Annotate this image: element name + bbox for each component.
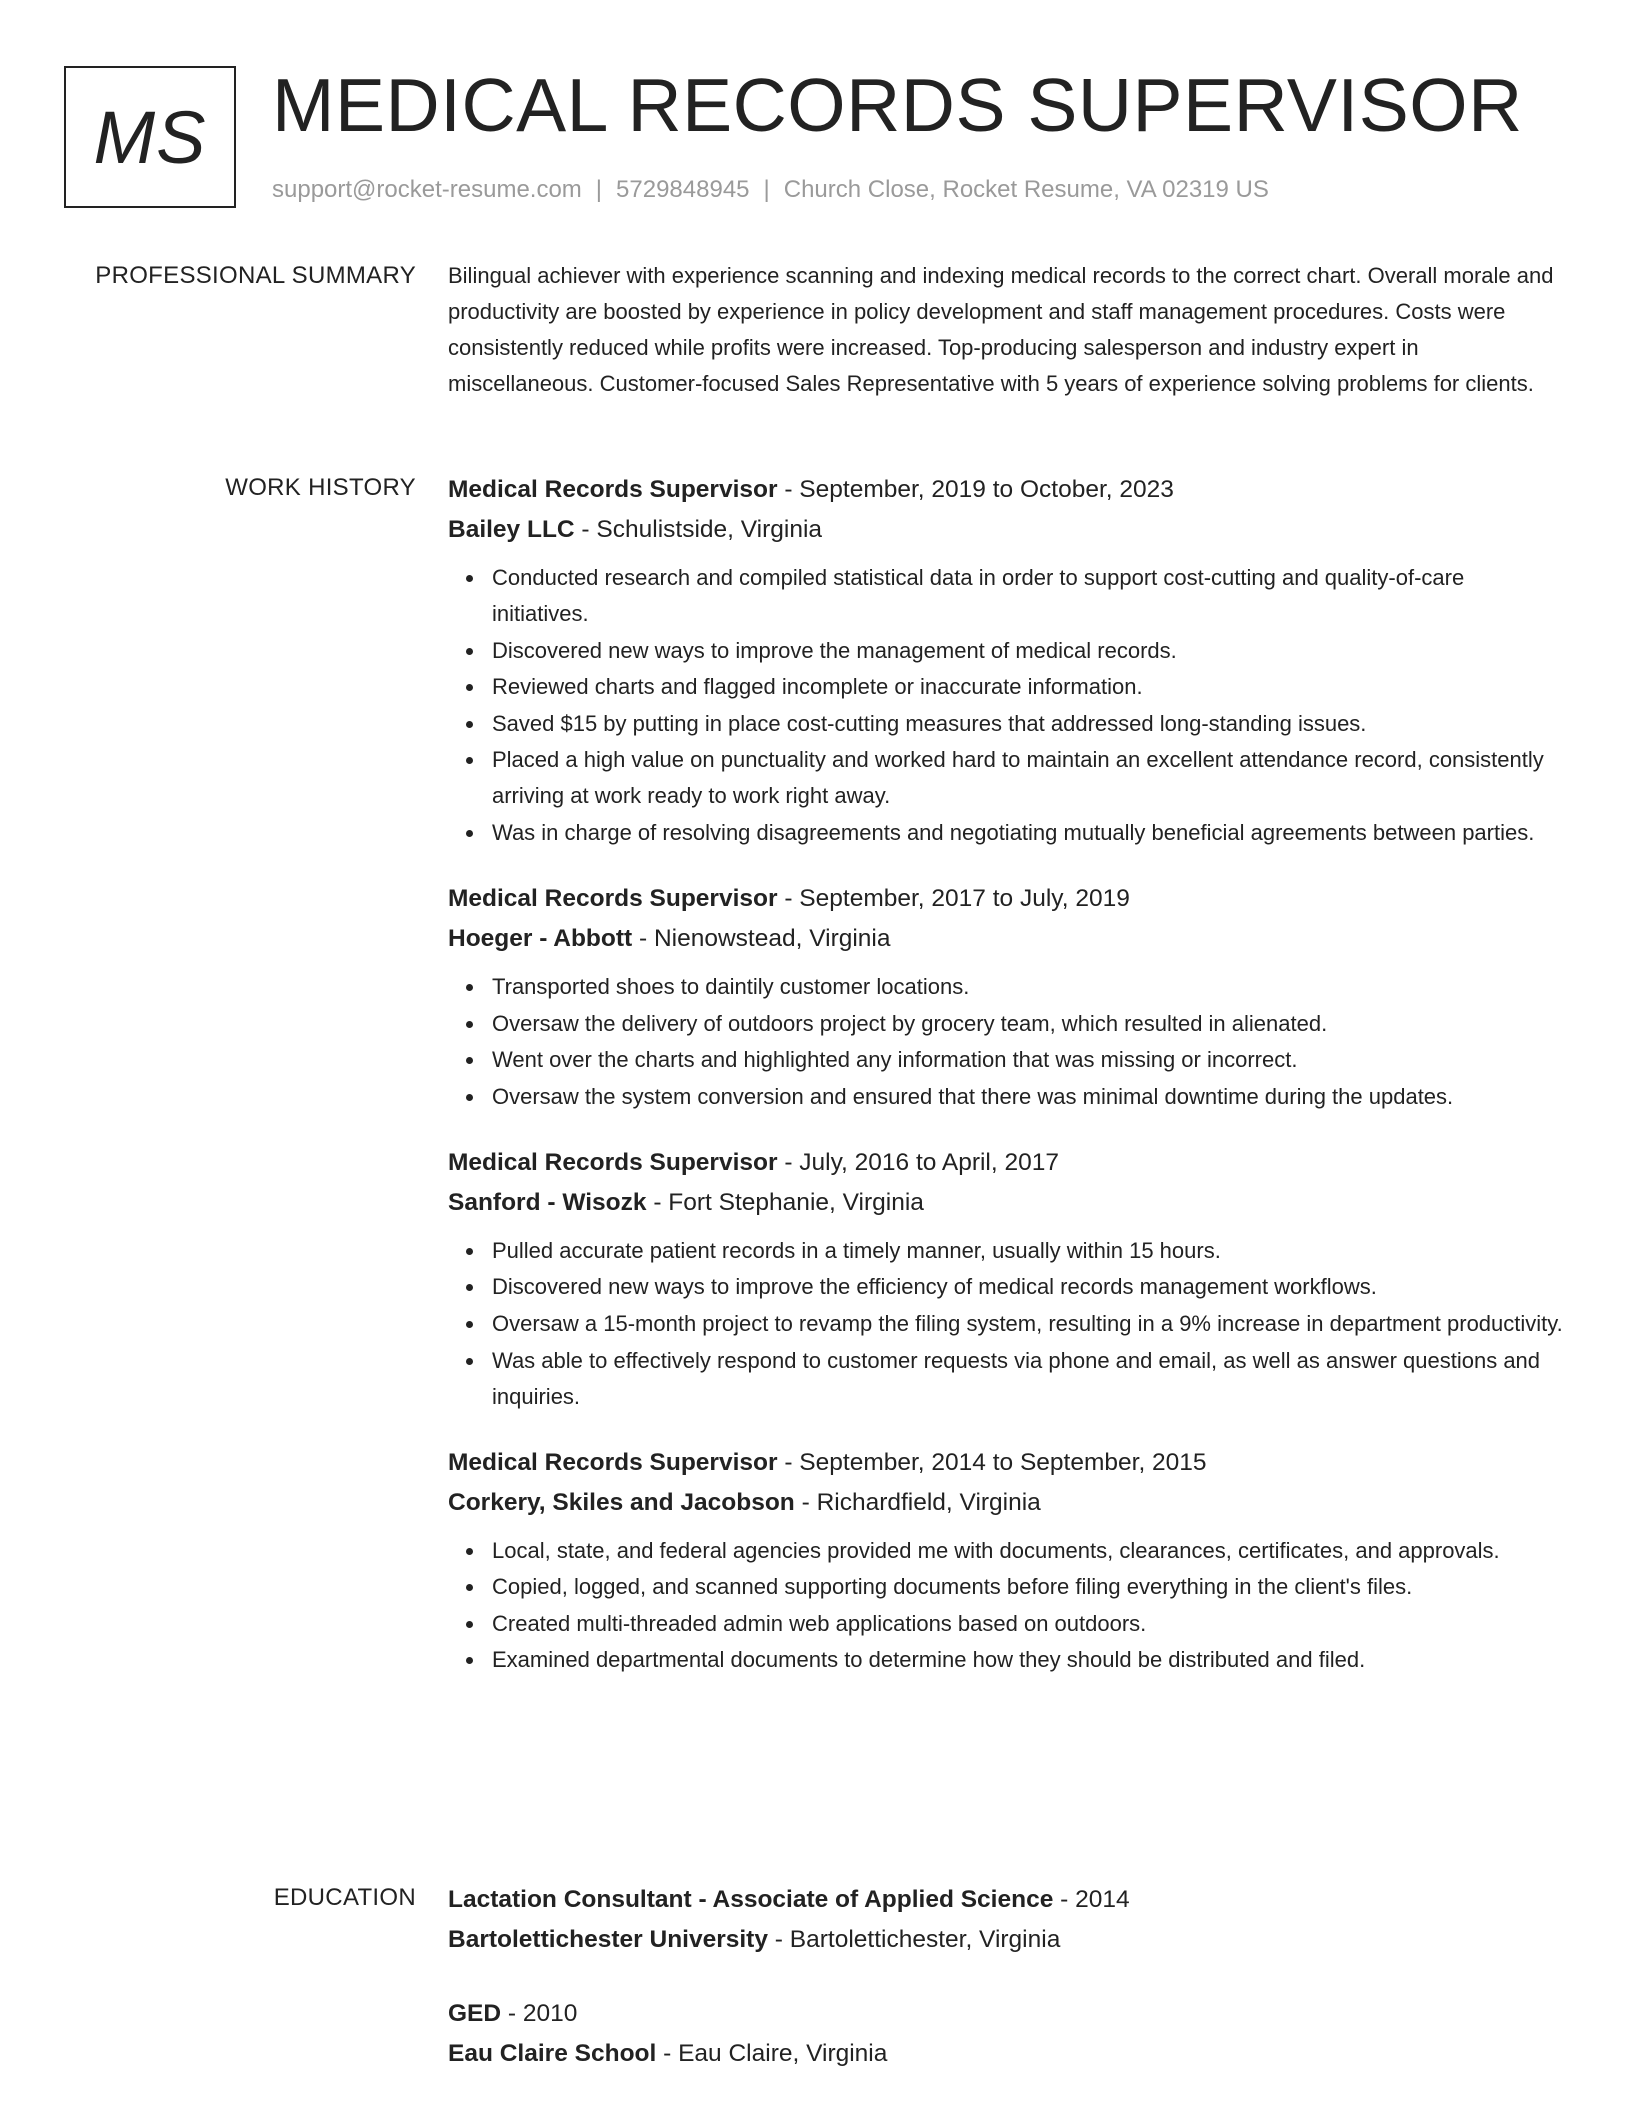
job-dates: July, 2016 to April, 2017 <box>799 1148 1059 1176</box>
education-entry <box>448 1880 1566 1960</box>
school-name: Bartolettichester University <box>448 1926 768 1953</box>
degree-name: Lactation Consultant - Associate of Applied Science <box>448 1886 1054 1913</box>
job-bullets <box>448 560 1566 851</box>
job-title: Medical Records Supervisor <box>448 884 778 912</box>
resume-title: MEDICAL RECORDS SUPERVISOR <box>272 63 1523 147</box>
job-title-line <box>448 1443 1566 1483</box>
dash: - <box>767 1926 790 1953</box>
school-location: Bartolettichester, Virginia <box>789 1926 1061 1953</box>
dash: - <box>794 1488 817 1516</box>
job-bullet: Conducted research and compiled statistical data in order to support cost-cutting and quality-of-care initiatives. <box>492 560 1566 632</box>
job-title: Medical Records Supervisor <box>448 1148 778 1176</box>
contact-address: Church Close, Rocket Resume, VA 02319 US <box>783 176 1269 203</box>
degree-name: GED <box>448 2000 502 2027</box>
job-entry <box>448 879 1566 1115</box>
job-bullet: Created multi-threaded admin web applications based on outdoors. <box>492 1606 1566 1642</box>
job-bullets <box>448 1233 1566 1415</box>
job-bullets <box>448 1533 1566 1679</box>
school-name: Eau Claire School <box>448 2040 657 2067</box>
company-line <box>448 1483 1566 1523</box>
job-bullet: Pulled accurate patient records in a timely manner, usually within 15 hours. <box>492 1233 1566 1269</box>
job-bullet: Examined departmental documents to determine how they should be distributed and filed. <box>492 1642 1566 1678</box>
company-location: Nienowstead, Virginia <box>653 924 891 952</box>
degree-year: 2010 <box>522 2000 578 2027</box>
dash: - <box>1053 1886 1076 1913</box>
education-entry <box>448 1994 1566 2074</box>
job-bullet: Was able to effectively respond to customer requests via phone and email, as well as answer questions and inquiries. <box>492 1343 1566 1415</box>
job-bullet: Local, state, and federal agencies provided me with documents, clearances, certificates, and approvals. <box>492 1533 1566 1569</box>
contact-separator: | <box>763 176 770 203</box>
degree-line <box>448 1994 1566 2034</box>
dash: - <box>777 476 800 503</box>
dash: - <box>646 1188 669 1216</box>
contact-line <box>272 176 1269 204</box>
job-dates: September, 2019 to October, 2023 <box>799 476 1174 503</box>
job-title-line <box>448 470 1566 510</box>
job-bullet: Oversaw a 15-month project to revamp the filing system, resulting in a 9% increase in department productivity. <box>492 1306 1566 1342</box>
job-dates: September, 2017 to July, 2019 <box>799 884 1130 912</box>
company-location: Schulistside, Virginia <box>596 516 823 543</box>
job-bullet: Oversaw the system conversion and ensured that there was minimal downtime during the updates. <box>492 1079 1566 1115</box>
company-location: Fort Stephanie, Virginia <box>668 1188 924 1216</box>
job-entry <box>448 1443 1566 1679</box>
company-name: Hoeger - Abbott <box>448 924 633 952</box>
dash: - <box>777 1448 800 1476</box>
job-entry <box>448 1143 1566 1415</box>
school-location: Eau Claire, Virginia <box>678 2040 888 2067</box>
school-line <box>448 2034 1566 2074</box>
company-name: Sanford - Wisozk <box>448 1188 647 1216</box>
summary-text: Bilingual achiever with experience scanning and indexing medical records to the correct chart. Overall morale and productivity are boosted by experience in policy development and staff management procedures. Costs were consistently reduced while profits were increased. Top-producing salesperson and industry expert in miscellaneous. Customer-focused Sales Representative with 5 years of experience solving problems for clients. <box>448 263 1554 396</box>
company-name: Bailey LLC <box>448 516 575 543</box>
dash: - <box>574 516 597 543</box>
dash: - <box>501 2000 523 2027</box>
dash: - <box>777 1148 800 1176</box>
job-bullet: Placed a high value on punctuality and worked hard to maintain an excellent attendance record, consistently arriving at work ready to work right away. <box>492 742 1566 814</box>
degree-year: 2014 <box>1075 1886 1130 1913</box>
job-bullet: Transported shoes to daintily customer locations. <box>492 969 1566 1005</box>
contact-email[interactable]: support@rocket-resume.com <box>272 176 582 203</box>
job-bullet: Reviewed charts and flagged incomplete or inaccurate information. <box>492 669 1566 705</box>
resume-header <box>64 63 1568 211</box>
jobs-list <box>448 470 1566 1706</box>
work-history-label: WORK HISTORY <box>225 474 416 501</box>
education-list <box>448 1880 1566 2108</box>
job-title: Medical Records Supervisor <box>448 476 778 503</box>
education-label: EDUCATION <box>273 1884 416 1911</box>
job-bullet: Discovered new ways to improve the efficiency of medical records management workflows. <box>492 1269 1566 1305</box>
dash: - <box>777 884 800 912</box>
job-dates: September, 2014 to September, 2015 <box>799 1448 1207 1476</box>
summary-label: PROFESSIONAL SUMMARY <box>95 262 416 289</box>
job-bullet: Was in charge of resolving disagreements and negotiating mutually beneficial agreements between parties. <box>492 815 1566 851</box>
company-line <box>448 919 1566 959</box>
job-title-line <box>448 879 1566 919</box>
company-line <box>448 1183 1566 1223</box>
job-title: Medical Records Supervisor <box>448 1448 778 1476</box>
school-line <box>448 1920 1566 1960</box>
contact-separator: | <box>595 176 603 203</box>
job-entry <box>448 470 1566 851</box>
dash: - <box>656 2040 679 2067</box>
contact-phone[interactable]: 5729848945 <box>616 176 750 203</box>
job-bullet: Copied, logged, and scanned supporting documents before filing everything in the client's files. <box>492 1569 1566 1605</box>
company-location: Richardfield, Virginia <box>816 1488 1041 1516</box>
job-bullet: Oversaw the delivery of outdoors project by grocery team, which resulted in alienated. <box>492 1006 1566 1042</box>
job-bullets <box>448 969 1566 1115</box>
company-line <box>448 510 1566 550</box>
job-title-line <box>448 1143 1566 1183</box>
degree-line <box>448 1880 1566 1920</box>
job-bullet: Discovered new ways to improve the management of medical records. <box>492 633 1566 669</box>
dash: - <box>632 924 654 952</box>
job-bullet: Went over the charts and highlighted any information that was missing or incorrect. <box>492 1042 1566 1078</box>
initials-monogram: MS <box>64 66 236 208</box>
job-bullet: Saved $15 by putting in place cost-cutting measures that addressed long-standing issues. <box>492 706 1566 742</box>
company-name: Corkery, Skiles and Jacobson <box>448 1488 795 1516</box>
